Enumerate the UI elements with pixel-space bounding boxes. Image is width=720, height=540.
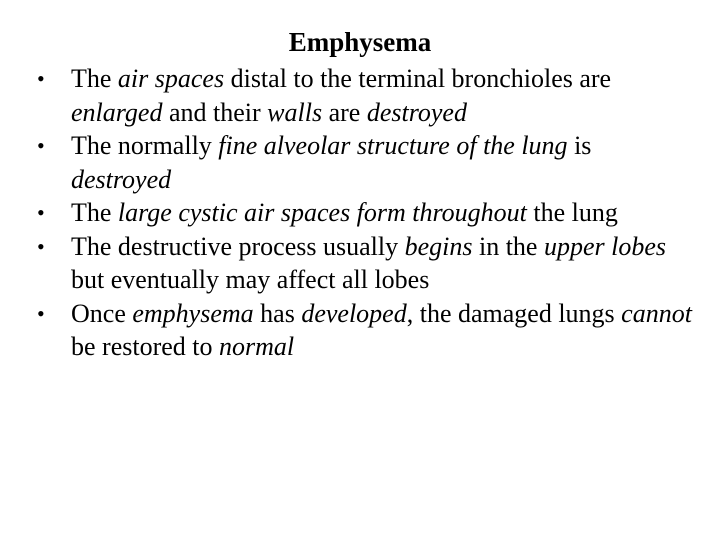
bullet-text	[71, 64, 611, 127]
emphasized-text: emphysema	[132, 298, 254, 328]
text-run: The normally	[71, 131, 219, 160]
emphasized-text: developed	[301, 298, 407, 328]
bullet-text	[71, 299, 692, 362]
text-run: is	[567, 131, 592, 160]
bullet-marker: •	[37, 133, 45, 158]
emphasized-text: begins	[404, 231, 473, 261]
bullet-text	[71, 232, 666, 295]
text-run: The	[71, 64, 118, 93]
emphasized-text: normal	[219, 332, 295, 361]
text-run: be restored to	[71, 332, 220, 361]
text-run: the lung	[526, 198, 618, 227]
text-run: , the damaged lungs	[406, 298, 622, 328]
text-run: in the	[472, 231, 544, 261]
bullet-item	[37, 297, 697, 364]
emphasized-text: air spaces	[117, 64, 225, 93]
emphasized-text: large cystic air spaces form throughout	[117, 198, 527, 227]
bullet-item	[37, 196, 697, 230]
slide-title: Emphysema	[288, 27, 432, 57]
text-run: and their	[162, 97, 268, 127]
emphasized-text: destroyed	[71, 164, 172, 194]
text-run: but eventually may affect all lobes	[71, 265, 430, 294]
bullet-marker: •	[37, 66, 45, 91]
emphasized-text: walls	[267, 97, 323, 127]
bullet-marker: •	[37, 233, 45, 259]
bullet-item	[37, 129, 697, 196]
emphasized-text: upper lobes	[543, 231, 667, 261]
bullet-marker: •	[37, 300, 45, 326]
bullet-item	[37, 230, 697, 297]
text-run: The destructive process usually	[71, 231, 405, 261]
text-run: Once	[71, 298, 133, 328]
text-run: distal to the terminal bronchioles are	[224, 64, 612, 93]
bullet-marker: •	[37, 200, 45, 225]
bullet-item	[37, 62, 697, 129]
emphasized-text: fine alveolar structure of the lung	[218, 131, 568, 160]
text-run: The	[71, 198, 118, 227]
text-run: has	[253, 298, 302, 328]
text-run: are	[322, 97, 367, 127]
bullet-text	[71, 198, 618, 227]
bullet-text	[71, 131, 591, 194]
emphasized-text: destroyed	[366, 97, 467, 127]
emphasized-text: enlarged	[71, 97, 163, 127]
emphasized-text: cannot	[621, 298, 692, 328]
bullet-list	[37, 62, 697, 364]
